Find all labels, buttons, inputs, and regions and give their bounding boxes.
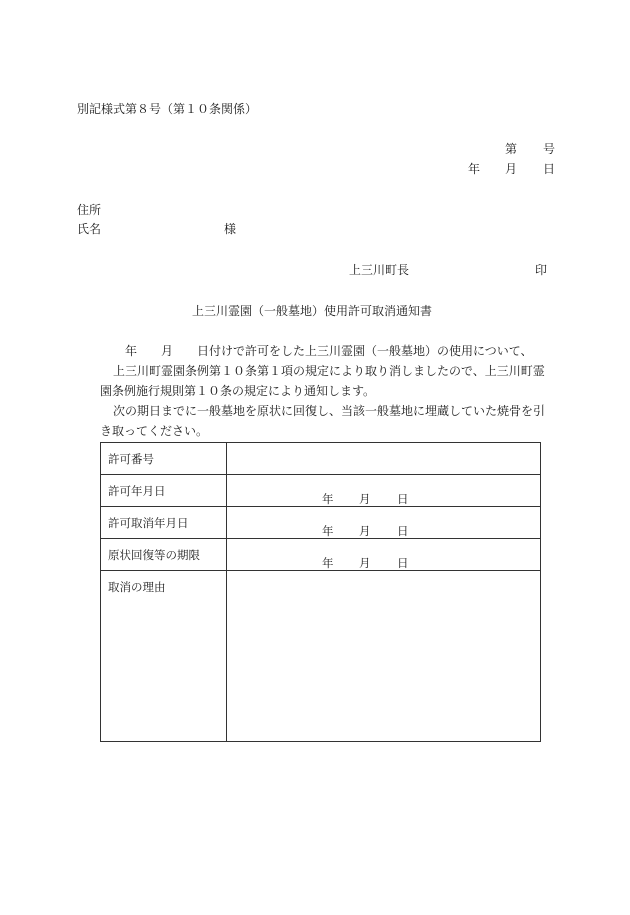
address-label: 住所 bbox=[77, 203, 102, 217]
revocation-reason-label: 取消の理由 bbox=[101, 571, 227, 742]
permit-date-value bbox=[227, 475, 541, 507]
date-month: 月 bbox=[359, 555, 371, 570]
permit-date-label: 許可年月日 bbox=[101, 475, 227, 507]
table-row bbox=[101, 475, 541, 507]
document-title: 上三川霊園（一般墓地）使用許可取消通知書 bbox=[192, 304, 433, 318]
honorific: 様 bbox=[224, 222, 237, 236]
permit-number-value bbox=[227, 443, 541, 475]
doc-number-go: 号 bbox=[543, 142, 556, 156]
info-table bbox=[100, 442, 541, 742]
issue-month: 月 bbox=[505, 162, 518, 176]
permit-number-label: 許可番号 bbox=[101, 443, 227, 475]
table-row bbox=[101, 539, 541, 571]
restoration-deadline-value bbox=[227, 539, 541, 571]
body-line-3: 園条例施行規則第１０条の規定により通知します。 bbox=[100, 384, 376, 398]
form-number: 別記様式第８号（第１０条関係） bbox=[77, 102, 258, 116]
date-day: 日 bbox=[397, 523, 409, 538]
revocation-date-label: 許可取消年月日 bbox=[101, 507, 227, 539]
issuer-title: 上三川町長 bbox=[349, 263, 410, 277]
body-line-5: き取ってください。 bbox=[100, 424, 209, 438]
date-day: 日 bbox=[397, 491, 409, 506]
revocation-date-value bbox=[227, 507, 541, 539]
revocation-reason-value bbox=[227, 571, 541, 742]
name-label: 氏名 bbox=[77, 222, 102, 236]
date-year: 年 bbox=[322, 491, 334, 506]
body-line-4: 次の期日までに一般墓地を原状に回復し、当該一般墓地に埋蔵していた焼骨を引 bbox=[113, 404, 546, 418]
table-row bbox=[101, 507, 541, 539]
doc-number-dai: 第 bbox=[505, 142, 518, 156]
date-year: 年 bbox=[322, 555, 334, 570]
table-row bbox=[101, 443, 541, 475]
seal-mark: 印 bbox=[535, 263, 548, 277]
body-line-1: 年 月 日付けで許可をした上三川霊園（一般墓地）の使用について、 bbox=[125, 344, 533, 358]
table-row bbox=[101, 571, 541, 742]
body-line-2: 上三川町霊園条例第１０条第１項の規定により取り消しましたので、上三川町霊 bbox=[113, 364, 545, 378]
date-year: 年 bbox=[322, 523, 334, 538]
issue-year: 年 bbox=[468, 162, 481, 176]
date-month: 月 bbox=[359, 523, 371, 538]
date-day: 日 bbox=[397, 555, 409, 570]
date-month: 月 bbox=[359, 491, 371, 506]
restoration-deadline-label: 原状回復等の期限 bbox=[101, 539, 227, 571]
issue-day: 日 bbox=[543, 162, 556, 176]
